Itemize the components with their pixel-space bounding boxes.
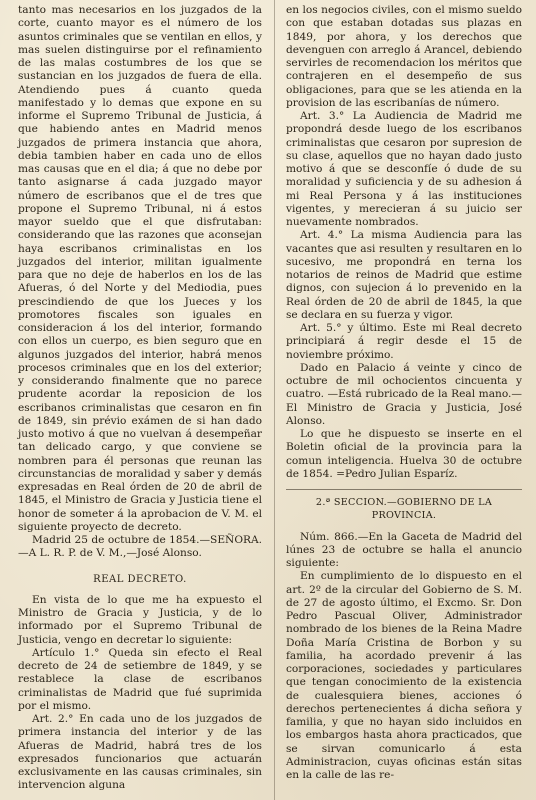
publication-note: Lo que he dispuesto se inserte en el Boletin oficial de la provincia para la comun inteligencia. Huelva 30 de octubre de 1854. =Pedro Julian Esparíz. [286,428,522,480]
article-1: Artículo 1.° Queda sin efecto el Real decreto de 24 de setiembre de 1849, y se restablece la clase de escribanos criminalistas de Madrid que fué suprimida por el mismo. [18,646,262,712]
notice-body: En cumplimiento de lo dispuesto en el art. 2º de la circular del Gobierno de S. M. de 27 de agosto último, el Excmo. Sr. Don Pedro Pascual Oliver, Administrador nombrado de los bienes de la Reina Madre Doña María Cristina de Borbon y su familia, ha acordado prevenir á las corporaciones, sociedades y particulares que tengan conocimiento de la existencia de cualesquiera bienes, acciones ó derechos pertenecientes á dicha señora y familia, y que no hayan sido incluidos en los embargos hasta ahora practicados, que se sirvan comunicarlo á esta Administracion, cuyas oficinas están sitas en la calle de las re- [286,570,522,781]
left-column [18,4,262,793]
article-5: Art. 5.° y último. Este mi Real decreto principiará á regir desde el 15 de noviembre próximo. [286,322,522,361]
article-3: Art. 3.° La Audiencia de Madrid me propondrá desde luego de los escribanos criminalistas que cesaron por supresion de su clase, aquellos que no hayan dado justo motivo á que se desconfíe ó dude de su moralidad y suficiencia y de su adhesion á mi Real Persona y á las instituciones vigentes, y merecieran á su juicio ser nuevamente nombrados. [286,110,522,228]
paragraph: tanto mas necesarios en los juzgados de la corte, cuanto mayor es el número de los asuntos criminales que se ventilan en ellos, y mas suelen distinguirse por el refinamiento de las malas costumbres de los que se sustancian en los juzgados de fuera de ella. Atendiendo pues á cuanto queda manifestado y lo demas que expone en su informe el Supremo Tribunal de Justicia, á que habiendo antes en Madrid menos juzgados de primera instancia que ahora, debia tambien haber en cada uno de ellos mas causas que en el dia; á que no debe por tanto asignarse á cada juzgado mayor número de escribanos que el de tres que propone el Supremo Tribunal, ni á estos mayor sueldo que el que disfrutaban: considerando que las razones que aconsejan haya escribanos criminalistas en los juzgados del interior, militan igualmente para que no deje de haberlos en los de las Afueras, ó del Norte y del Mediodia, pues prescindiendo de que los Jueces y los promotores fiscales son iguales en consideracion á los del interior, formando con ellos un cuerpo, es bien seguro que en algunos juzgados del interior, habrá menos procesos criminales que en los del exterior; y considerando finalmente que no parece prudente acordar la reposicion de los escribanos criminalistas que cesaron en fin de 1849, sin prévio exámen de si han dado justo motivo á que no vuelvan á desempeñar tan delicado cargo, y que conviene se nombren para él personas que reunan las circunstancias de moralidad y saber y demás expresadas en Real órden de 20 de abril de 1845, el Ministro de Gracia y Justicia tiene el honor de someter á la aprobacion de V. M. el siguiente proyecto de decreto. [18,4,262,533]
decree-closing: Dado en Palacio á veinte y cinco de octubre de mil ochocientos cincuenta y cuatro. —Está rubricado de la Real mano.—El Ministro de Gracia y Justicia, José Alonso. [286,361,522,427]
right-column [286,4,522,782]
decree-heading: REAL DECRETO. [93,573,187,585]
article-4: Art. 4.° La misma Audiencia para las vacantes que asi resulten y resultaren en lo sucesivo, me propondrá en terna los notarios de reinos de Madrid que estime dignos, con sujecion á lo prevenido en la Real órden de 20 de abril de 1845, la que se declara en su fuerza y vigor. [286,229,522,321]
paragraph: En vista de lo que me ha expuesto el Ministro de Gracia y Justicia, y de lo informado por el Supremo Tribunal de Justicia, vengo en decretar lo siguiente: [18,593,262,646]
section-heading: 2.ª SECCION.—GOBIERNO DE LA PROVINCIA. [315,497,493,522]
signature-line: Madrid 25 de octubre de 1854.—SEÑORA.—A L. R. P. de V. M.,—José Alonso. [18,534,262,560]
column-divider [274,0,275,800]
paragraph: en los negocios civiles, con el mismo sueldo con que estaban dotadas sus plazas en 1849, por ahora, y los derechos que devenguen con arreglo á Arancel, debiendo servirles de recomendacion los méritos que contrajeren en el desempeño de sus obligaciones, para que se les atienda en la provision de las escribanías de número. [286,4,522,109]
section-rule [286,489,522,490]
notice-intro: Núm. 866.—En la Gaceta de Madrid del lúnes 23 de octubre se halla el anuncio siguiente: [286,530,522,569]
article-2: Art. 2.° En cada uno de los juzgados de primera instancia del interior y de las Afueras de Madrid, habrá tres de los expresados funcionarios que actuarán exclusivamente en las causas criminales, sin intervencion alguna [18,713,262,792]
